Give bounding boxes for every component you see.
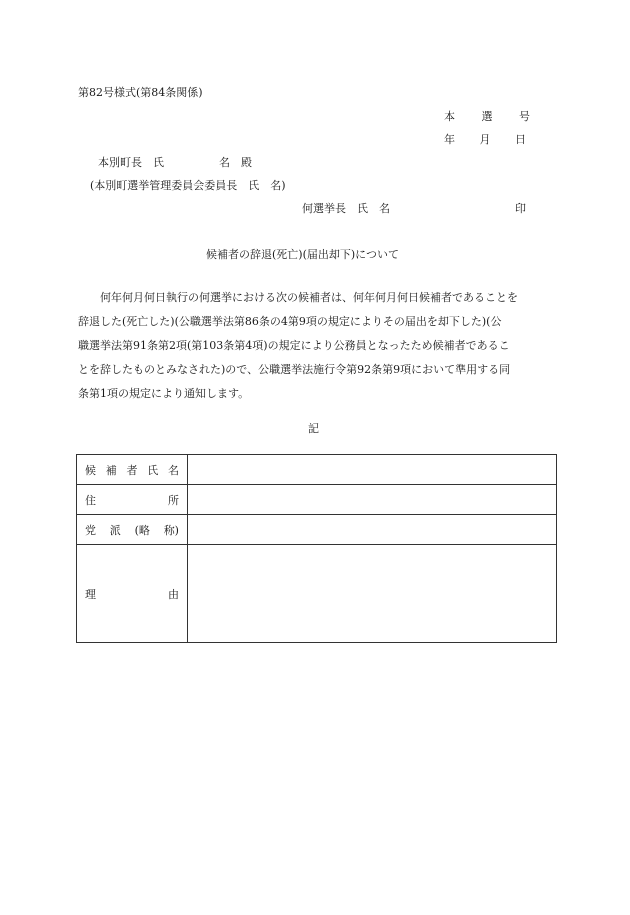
ref-line-part: 号	[519, 110, 530, 123]
sender-title: 何選挙長 氏 名	[302, 202, 390, 215]
address-label	[77, 485, 188, 515]
candidate-detail-table	[76, 454, 557, 643]
label-char: 補	[105, 463, 117, 477]
ref-line-part: 選	[481, 110, 493, 123]
label-char: 候	[85, 463, 96, 477]
reference-number-line	[444, 108, 530, 124]
label-char: 名	[168, 463, 179, 477]
label-char: 称)	[163, 523, 179, 537]
table-row	[77, 515, 557, 545]
party-label	[77, 515, 188, 545]
candidate-name-label	[77, 455, 188, 485]
address-field[interactable]	[188, 485, 557, 515]
candidate-name-field[interactable]	[188, 455, 557, 485]
label-char: 理	[85, 587, 96, 601]
ki-heading: 記	[308, 422, 319, 435]
ref-line-part: 本	[444, 110, 455, 123]
date-line-part: 年	[444, 133, 455, 146]
body-line: 職選挙法第91条第2項(第103条第4項)の規定により公務員となったため候補者であるこ	[78, 339, 510, 352]
body-line: 何年何月何日執行の何選挙における次の候補者は、何年何月何日候補者であることを	[100, 291, 518, 304]
label-char: (略	[134, 523, 150, 537]
date-line-part: 日	[515, 133, 526, 146]
reason-label	[77, 545, 188, 643]
table-row	[77, 455, 557, 485]
reason-field[interactable]	[188, 545, 557, 643]
subject-title: 候補者の辞退(死亡)(届出却下)について	[206, 248, 399, 261]
date-line-part: 月	[479, 133, 491, 146]
party-field[interactable]	[188, 515, 557, 545]
label-char: 者	[126, 463, 138, 477]
body-line: とを辞したものとみなされた)ので、公職選挙法施行令第92条第9項において準用する同	[78, 363, 511, 376]
addressee-alternate: (本別町選挙管理委員会委員長 氏 名)	[90, 179, 286, 192]
label-char: 氏	[147, 463, 159, 477]
body-line: 辞退した(死亡した)(公職選挙法第86条の4第9項の規定によりその届出を却下した)(公	[78, 315, 502, 328]
seal-mark: 印	[515, 202, 526, 215]
label-char: 由	[168, 587, 179, 601]
table-row	[77, 485, 557, 515]
addressee: 本別町長 氏 名 殿	[98, 156, 252, 169]
notice-body	[78, 286, 554, 406]
form-number: 第82号様式(第84条関係)	[78, 86, 203, 99]
label-char: 党	[85, 523, 96, 537]
date-line	[444, 131, 526, 147]
label-char: 住	[85, 493, 96, 507]
label-char: 派	[109, 523, 121, 537]
body-line: 条第1項の規定により通知します。	[78, 387, 250, 400]
label-char: 所	[168, 493, 179, 507]
table-row	[77, 545, 557, 643]
